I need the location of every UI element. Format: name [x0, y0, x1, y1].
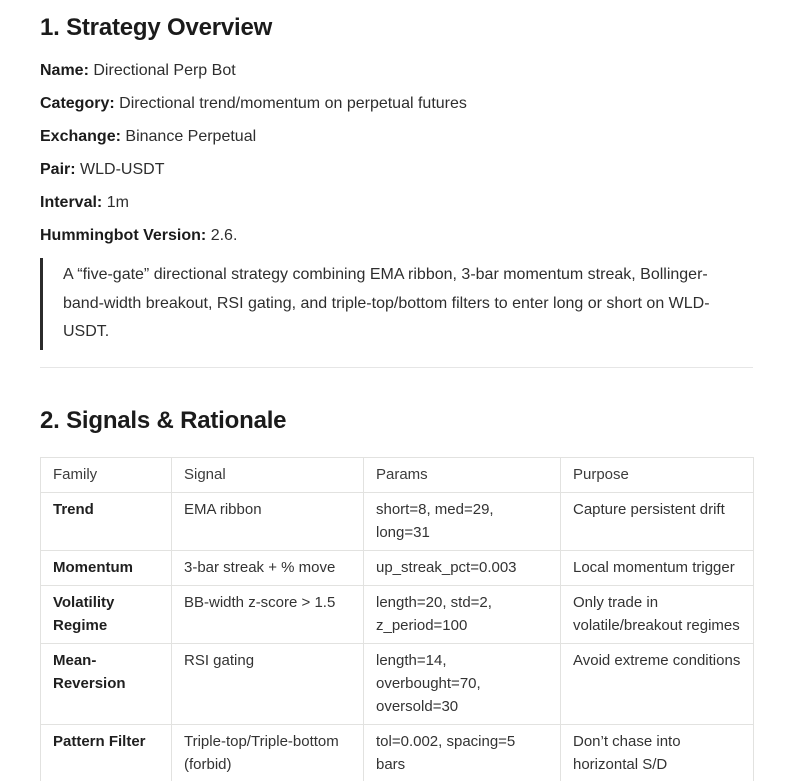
- table-row-volatility-regime: [41, 585, 754, 643]
- table-row-trend: [41, 492, 754, 550]
- signals-table-body: [41, 492, 754, 781]
- table-row-momentum: [41, 550, 754, 585]
- field-category-label: Category:: [40, 95, 115, 112]
- field-name-label: Name:: [40, 62, 89, 79]
- table-row-mean-reversion: [41, 643, 754, 724]
- cell-family: Momentum: [41, 550, 172, 585]
- signals-rationale-section: [40, 406, 753, 781]
- field-pair: [40, 159, 753, 181]
- cell-purpose: Capture persistent drift: [561, 492, 754, 550]
- signals-table: [40, 457, 754, 781]
- field-name-value: Directional Perp Bot: [93, 62, 236, 79]
- field-hummingbot-version-label: Hummingbot Version:: [40, 227, 207, 244]
- field-exchange-label: Exchange:: [40, 128, 121, 145]
- field-exchange: [40, 126, 753, 148]
- field-hummingbot-version: [40, 225, 753, 247]
- cell-family: Trend: [41, 492, 172, 550]
- cell-signal: BB-width z-score > 1.5: [172, 585, 364, 643]
- field-pair-label: Pair:: [40, 161, 76, 178]
- signals-table-header: [41, 457, 754, 492]
- strategy-fields: [40, 60, 753, 247]
- cell-purpose: Avoid extreme conditions: [561, 643, 754, 724]
- cell-signal: Triple-top/Triple-bottom (forbid): [172, 724, 364, 781]
- cell-purpose: Don’t chase into horizontal S/D: [561, 724, 754, 781]
- cell-params: tol=0.002, spacing=5 bars: [364, 724, 561, 781]
- table-header-purpose: Purpose: [561, 457, 754, 492]
- cell-family: Pattern Filter: [41, 724, 172, 781]
- table-header-signal: Signal: [172, 457, 364, 492]
- table-header-params: Params: [364, 457, 561, 492]
- table-row-pattern-filter: [41, 724, 754, 781]
- field-name: [40, 60, 753, 82]
- signals-rationale-heading: 2. Signals & Rationale: [40, 406, 287, 434]
- table-header-row: [41, 457, 754, 492]
- field-interval: [40, 192, 753, 214]
- cell-signal: 3-bar streak + % move: [172, 550, 364, 585]
- cell-params: up_streak_pct=0.003: [364, 550, 561, 585]
- strategy-overview-heading: 1. Strategy Overview: [40, 14, 273, 41]
- field-category-value: Directional trend/momentum on perpetual futures: [119, 95, 467, 112]
- cell-params: length=14, overbought=70, oversold=30: [364, 643, 561, 724]
- cell-params: short=8, med=29, long=31: [364, 492, 561, 550]
- field-hummingbot-version-value: 2.6.: [210, 227, 238, 244]
- cell-purpose: Only trade in volatile/breakout regimes: [561, 585, 754, 643]
- field-pair-value: WLD-USDT: [80, 161, 165, 178]
- table-header-family: Family: [41, 457, 172, 492]
- strategy-description-quote: [40, 258, 753, 350]
- strategy-overview-section: [40, 13, 753, 350]
- cell-signal: RSI gating: [172, 643, 364, 724]
- cell-params: length=20, std=2, z_period=100: [364, 585, 561, 643]
- field-exchange-value: Binance Perpetual: [125, 128, 257, 145]
- strategy-description-text: A “five-gate” directional strategy combining EMA ribbon, 3-bar momentum streak, Bollinger-band-width breakout, RSI gating, and triple-top/bottom filters to enter long or short on WLD-USDT.: [63, 266, 710, 340]
- field-interval-value: 1m: [106, 194, 129, 211]
- cell-family: Volatility Regime: [41, 585, 172, 643]
- field-category: [40, 93, 753, 115]
- field-interval-label: Interval:: [40, 194, 103, 211]
- cell-family: Mean-Reversion: [41, 643, 172, 724]
- section-divider: [40, 367, 753, 368]
- cell-signal: EMA ribbon: [172, 492, 364, 550]
- cell-purpose: Local momentum trigger: [561, 550, 754, 585]
